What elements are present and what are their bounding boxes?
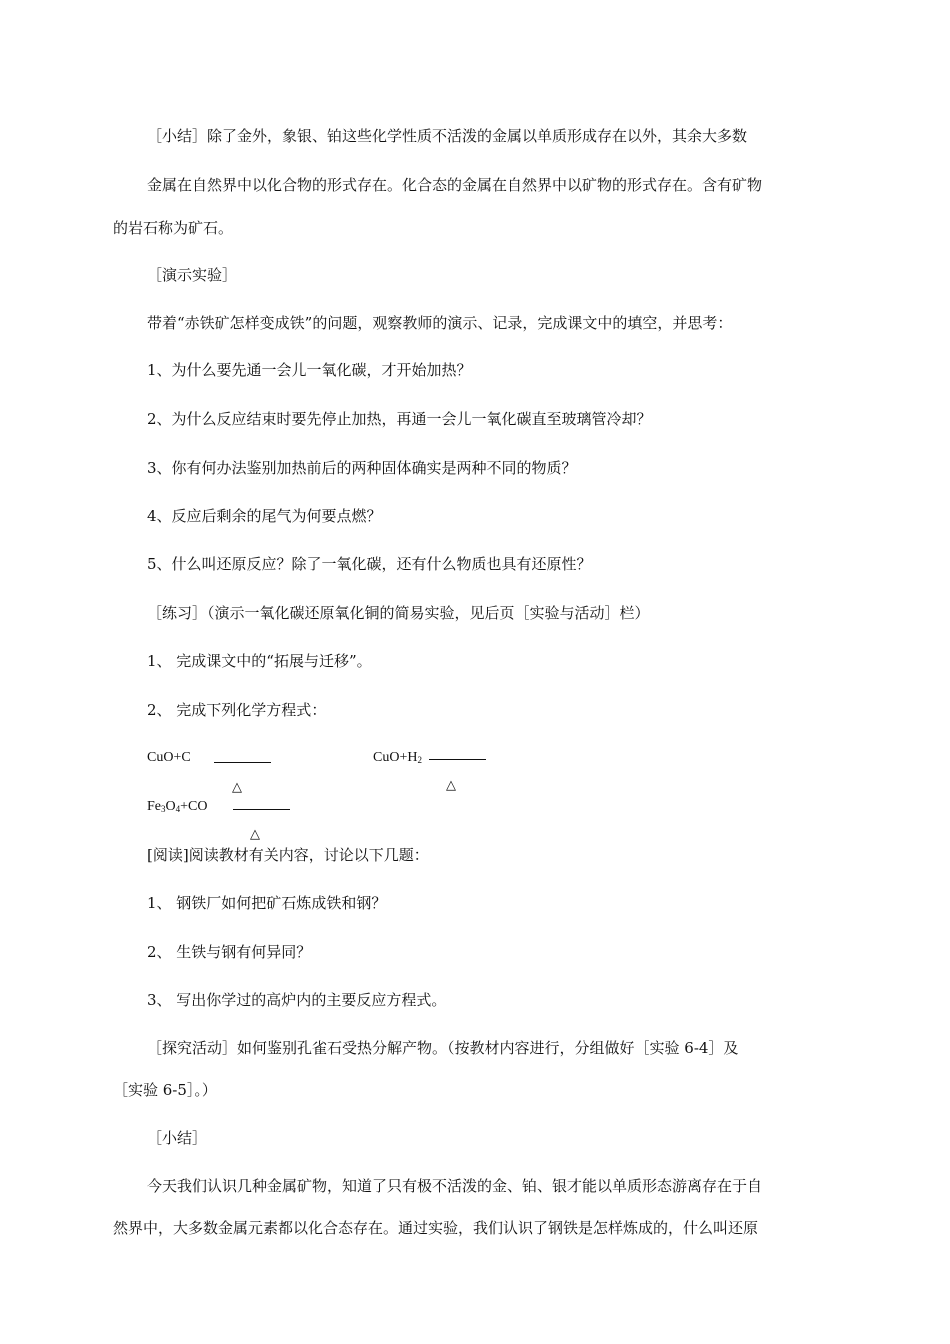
equation-cuo-h2-sub: 2 xyxy=(417,755,422,765)
equation-fe-sub: 3 xyxy=(161,804,166,814)
summary2-heading: ［小结］ xyxy=(147,1129,208,1147)
explore-line2: ［实验 6-5］。） xyxy=(113,1081,217,1099)
read-heading: [阅读]阅读教材有关内容，讨论以下几题： xyxy=(147,846,429,864)
read-3: 3、 写出你学过的高炉内的主要反应方程式。 xyxy=(147,991,447,1009)
read-2: 2、 生铁与钢有何异同？ xyxy=(147,943,312,961)
equation-cuo-h2-main: CuO+H xyxy=(373,750,418,765)
equation-fe: Fe xyxy=(147,799,161,814)
equation-cuo-c: CuO+C xyxy=(147,750,191,765)
equation-co: +CO xyxy=(180,799,208,814)
read-1: 1、 钢铁厂如何把矿石炼成铁和钢？ xyxy=(147,894,387,912)
equation-blank-1 xyxy=(214,762,271,763)
practice-2: 2、 完成下列化学方程式： xyxy=(147,701,327,719)
equation-blank-2 xyxy=(429,759,486,760)
practice-1: 1、 完成课文中的“拓展与迁移”。 xyxy=(147,652,372,670)
equation-o: O xyxy=(165,799,176,814)
demo-intro: 带着“赤铁矿怎样变成铁”的问题，观察教师的演示、记录，完成课文中的填空，并思考： xyxy=(147,314,733,332)
equation-blank-3 xyxy=(233,809,290,810)
equation-cuo-h2 xyxy=(373,749,422,769)
summary2-line2: 然界中，大多数金属元素都以化合态存在。通过实验，我们认识了钢铁是怎样炼成的，什么叫还原 xyxy=(113,1219,759,1237)
explore-line1: ［探究活动］如何鉴别孔雀石受热分解产物。（按教材内容进行，分组做好［实验 6-4］及 xyxy=(147,1039,739,1057)
practice-heading: ［练习］（演示一氧化碳还原氧化铜的简易实验，见后页［实验与活动］栏） xyxy=(147,604,650,622)
equation-fe3o4-co xyxy=(147,798,207,818)
summary1-line2: 金属在自然界中以化合物的形式存在。化合态的金属在自然界中以矿物的形式存在。含有矿物 xyxy=(147,176,763,194)
question-4: 4、反应后剩余的尾气为何要点燃？ xyxy=(147,507,382,525)
heat-symbol-1: △ xyxy=(232,780,242,795)
demo-heading: ［演示实验］ xyxy=(147,266,238,284)
equation-o-sub: 4 xyxy=(175,804,181,814)
question-3: 3、你有何办法鉴别加热前后的两种固体确实是两种不同的物质？ xyxy=(147,459,577,477)
summary1-line1: ［小结］除了金外，象银、铂这些化学性质不活泼的金属以单质形成存在以外，其余大多数 xyxy=(147,127,748,145)
question-2: 2、为什么反应结束时要先停止加热，再通一会儿一氧化碳直至玻璃管冷却？ xyxy=(147,410,652,428)
summary1-line3: 的岩石称为矿石。 xyxy=(113,219,234,237)
heat-symbol-3: △ xyxy=(250,827,260,842)
question-5: 5、什么叫还原反应？除了一氧化碳，还有什么物质也具有还原性？ xyxy=(147,555,592,573)
heat-symbol-2: △ xyxy=(446,778,456,793)
question-1: 1、为什么要先通一会儿一氧化碳，才开始加热？ xyxy=(147,361,472,379)
summary2-line1: 今天我们认识几种金属矿物，知道了只有极不活泼的金、铂、银才能以单质形态游离存在于自 xyxy=(147,1177,763,1195)
